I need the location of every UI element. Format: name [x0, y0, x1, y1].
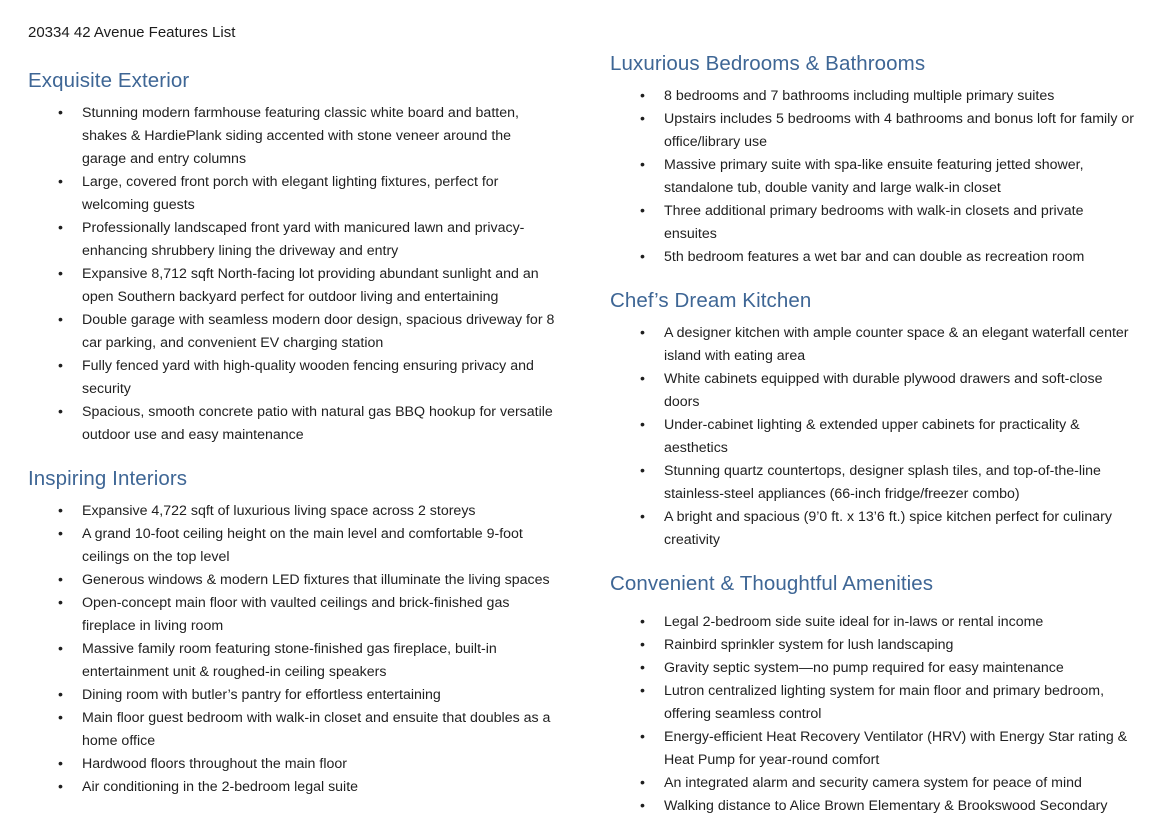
right-column [610, 42, 1137, 818]
bullet-icon: • [640, 660, 645, 676]
bullet-icon: • [640, 775, 645, 791]
feature-item [610, 368, 1137, 414]
bullet-icon: • [640, 614, 645, 630]
bullet-icon: • [58, 105, 63, 121]
feature-item-text: Expansive 4,722 sqft of luxurious living space across 2 storeys [82, 503, 476, 519]
bullet-icon: • [58, 220, 63, 236]
bullet-icon: • [640, 798, 645, 814]
bullet-icon: • [58, 503, 63, 519]
bullet-icon: • [640, 157, 645, 173]
feature-item-text: Hardwood floors throughout the main floor [82, 756, 347, 772]
feature-item-text: Three additional primary bedrooms with walk-in closets and private ensuites [664, 203, 1084, 242]
feature-item-text: Generous windows & modern LED fixtures that illuminate the living spaces [82, 572, 550, 588]
left-column [28, 42, 556, 799]
bullet-icon: • [58, 526, 63, 542]
feature-list [610, 322, 1137, 552]
feature-item [28, 263, 556, 309]
feature-item [610, 726, 1137, 772]
bullet-icon: • [58, 779, 63, 795]
feature-item [610, 154, 1137, 200]
feature-item-text: Dining room with butler’s pantry for effortless entertaining [82, 687, 441, 703]
feature-item [610, 634, 1137, 657]
bullet-icon: • [640, 249, 645, 265]
feature-item-text: Gravity septic system—no pump required for easy maintenance [664, 660, 1064, 676]
feature-item [28, 171, 556, 217]
feature-item-text: Lutron centralized lighting system for main floor and primary bedroom, offering seamless control [664, 683, 1105, 722]
bullet-icon: • [58, 358, 63, 374]
feature-item [28, 309, 556, 355]
bullet-icon: • [58, 756, 63, 772]
bullet-icon: • [640, 637, 645, 653]
bullet-icon: • [640, 371, 645, 387]
feature-item-text: Massive family room featuring stone-finished gas fireplace, built-in entertainment unit & roughed-in ceiling speakers [82, 641, 497, 680]
feature-item [610, 322, 1137, 368]
feature-item-text: Legal 2-bedroom side suite ideal for in-laws or rental income [664, 614, 1044, 630]
feature-list [610, 85, 1137, 269]
feature-item-text: Double garage with seamless modern door design, spacious driveway for 8 car parking, and convenient EV charging station [82, 312, 555, 351]
feature-item-text: Large, covered front porch with elegant lighting fixtures, perfect for welcoming guests [82, 174, 499, 213]
bullet-icon: • [58, 641, 63, 657]
bullet-icon: • [640, 683, 645, 699]
feature-list [28, 500, 556, 799]
feature-item [610, 460, 1137, 506]
bullet-icon: • [58, 266, 63, 282]
feature-item [28, 500, 556, 523]
feature-item [610, 108, 1137, 154]
feature-item [28, 217, 556, 263]
section-heading: Convenient & Thoughtful Amenities [610, 572, 934, 595]
feature-item-text: 8 bedrooms and 7 bathrooms including multiple primary suites [664, 88, 1055, 104]
feature-item-text: A designer kitchen with ample counter space & an elegant waterfall center island with eating area [664, 325, 1129, 364]
section-heading: Inspiring Interiors [28, 467, 188, 490]
feature-item-text: Walking distance to Alice Brown Elementary & Brookswood Secondary [664, 798, 1108, 814]
feature-item-text: Rainbird sprinkler system for lush landscaping [664, 637, 954, 653]
feature-list [28, 102, 556, 447]
feature-item [28, 569, 556, 592]
feature-item [610, 414, 1137, 460]
feature-list [610, 611, 1137, 818]
feature-item-text: Expansive 8,712 sqft North-facing lot providing abundant sunlight and an open Southern backyard perfect for outdoor living and entertaining [82, 266, 539, 305]
feature-item [28, 592, 556, 638]
feature-item-text: A bright and spacious (9’0 ft. x 13’6 ft.) spice kitchen perfect for culinary creativity [664, 509, 1112, 548]
feature-item [610, 795, 1137, 818]
bullet-icon: • [640, 417, 645, 433]
bullet-icon: • [640, 325, 645, 341]
feature-item-text: A grand 10-foot ceiling height on the main level and comfortable 9-foot ceilings on the top level [82, 526, 523, 565]
bullet-icon: • [640, 463, 645, 479]
feature-item [28, 523, 556, 569]
feature-item-text: Professionally landscaped front yard with manicured lawn and privacy-enhancing shrubbery lining the driveway and entry [82, 220, 525, 259]
feature-item-text: Fully fenced yard with high-quality wooden fencing ensuring privacy and security [82, 358, 534, 397]
section-heading: Luxurious Bedrooms & Bathrooms [610, 52, 926, 75]
feature-item-text: Stunning modern farmhouse featuring classic white board and batten, shakes & HardiePlank siding accented with stone veneer around the garage and entry columns [82, 105, 519, 167]
feature-item [610, 246, 1137, 269]
feature-item [610, 657, 1137, 680]
bullet-icon: • [58, 710, 63, 726]
feature-item [610, 772, 1137, 795]
feature-item [28, 776, 556, 799]
feature-item-text: Energy-efficient Heat Recovery Ventilator (HRV) with Energy Star rating & Heat Pump for year-round comfort [664, 729, 1128, 768]
bullet-icon: • [640, 729, 645, 745]
feature-item [610, 85, 1137, 108]
feature-item-text: Air conditioning in the 2-bedroom legal suite [82, 779, 359, 795]
bullet-icon: • [58, 312, 63, 328]
bullet-icon: • [58, 404, 63, 420]
bullet-icon: • [640, 509, 645, 525]
feature-item-text: Stunning quartz countertops, designer splash tiles, and top-of-the-line stainless-steel appliances (66-inch fridge/freezer combo) [664, 463, 1101, 502]
bullet-icon: • [58, 174, 63, 190]
feature-item-text: White cabinets equipped with durable plywood drawers and soft-close doors [664, 371, 1103, 410]
bullet-icon: • [58, 595, 63, 611]
feature-item [28, 355, 556, 401]
feature-item-text: An integrated alarm and security camera system for peace of mind [664, 775, 1082, 791]
bullet-icon: • [58, 572, 63, 588]
two-column-layout [28, 42, 1137, 818]
feature-item [28, 401, 556, 447]
bullet-icon: • [58, 687, 63, 703]
bullet-icon: • [640, 111, 645, 127]
section-heading: Exquisite Exterior [28, 69, 190, 92]
feature-item [28, 638, 556, 684]
feature-item [28, 102, 556, 171]
feature-item [610, 611, 1137, 634]
feature-item-text: Open-concept main floor with vaulted ceilings and brick-finished gas fireplace in living room [82, 595, 510, 634]
feature-item [610, 506, 1137, 552]
feature-item [28, 753, 556, 776]
feature-item-text: Under-cabinet lighting & extended upper cabinets for practicality & aesthetics [664, 417, 1080, 456]
feature-item [610, 200, 1137, 246]
feature-item-text: Upstairs includes 5 bedrooms with 4 bathrooms and bonus loft for family or office/library use [664, 111, 1134, 150]
feature-item [28, 707, 556, 753]
feature-item-text: Spacious, smooth concrete patio with natural gas BBQ hookup for versatile outdoor use and easy maintenance [82, 404, 553, 443]
feature-item [610, 680, 1137, 726]
feature-item-text: 5th bedroom features a wet bar and can double as recreation room [664, 249, 1085, 265]
feature-item [28, 684, 556, 707]
section-heading: Chef’s Dream Kitchen [610, 289, 812, 312]
feature-item-text: Main floor guest bedroom with walk-in closet and ensuite that doubles as a home office [82, 710, 551, 749]
page-title: 20334 42 Avenue Features List [28, 24, 236, 41]
feature-item-text: Massive primary suite with spa-like ensuite featuring jetted shower, standalone tub, double vanity and large walk-in closet [664, 157, 1084, 196]
bullet-icon: • [640, 203, 645, 219]
bullet-icon: • [640, 88, 645, 104]
